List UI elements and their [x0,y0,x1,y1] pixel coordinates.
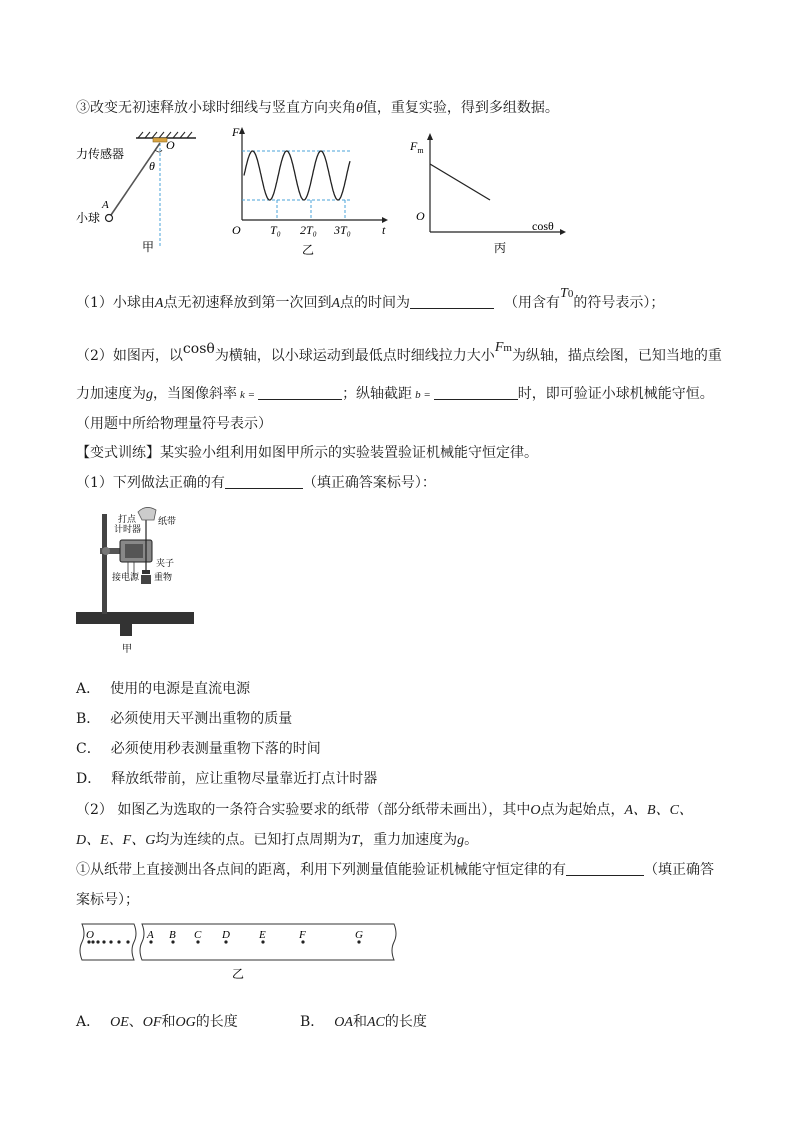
answer-blank[interactable] [566,861,644,876]
option-c[interactable] [76,739,321,759]
part2-text: 均为连续的点。已知打点周期为 [155,832,352,848]
ceiling-hatch [138,132,192,138]
t-symbol: T [351,833,360,848]
k-symbol: k = [240,389,256,401]
option-text: OG [175,1015,196,1030]
figure-jia-caption: 甲 [142,240,155,254]
variant-q1-text: （填正确答案标号）： [302,475,436,491]
option-b[interactable] [76,709,292,729]
figure-fm-cos [410,130,570,260]
q2-text: 时，即可验证小球机械能守恒。 [517,386,714,402]
point-a-label: A [102,199,109,211]
option-text: 、 [128,1014,143,1030]
q2-text: （2）如图丙，以 [76,348,183,364]
option-key: C． [76,741,101,757]
base-plate [76,612,194,624]
tape-dots-points [149,940,360,943]
base-foot [120,624,132,636]
x-axis-label: t [382,223,386,237]
clip-body [142,570,150,574]
y-axis-label: $F_m$ [410,139,424,155]
figure-apparatus [76,500,206,660]
figure-apparatus-caption: 甲 [122,644,132,655]
variant-q1-text: （1）下列做法正确的有 [76,475,225,491]
theta-symbol: θ [356,101,363,116]
option-a[interactable] [76,679,250,699]
q2-text: ；纵轴截距 [342,386,413,402]
figure-tape-caption: 乙 [232,967,245,981]
part2-line-4: 案标号）； [76,892,139,908]
part2-line-3 [76,860,714,880]
option-key: B． [76,711,101,727]
linear-line [430,164,490,200]
part2-text: （填正确答 [644,862,714,878]
part2-text: ①从纸带上直接测出各点间的距离，利用下列测量值能验证机械能守恒定律的有 [76,862,566,878]
q1-text: 点无初速释放到第一次回到 [163,295,332,311]
y-axis-arrow [239,127,245,134]
angle-theta-label: θ [149,159,155,173]
points-symbol: A、B、C、 [624,803,693,818]
part2-text: 。 [464,832,479,848]
question-2-line-2 [76,384,714,405]
clamp-knob [102,547,110,555]
t0-symbol: T0 [560,286,574,301]
tape-label-o: O [86,929,94,941]
b-symbol: b = [415,389,431,401]
sensor-label: 力传感器 [76,147,125,161]
fm-symbol: Fm [494,340,512,355]
tape-label-e: E [259,929,266,941]
q1-text: （1）小球由 [76,295,155,311]
tape-label-b: B [169,929,176,941]
point-o-label: O [166,138,175,152]
part2-text: （2） 如图乙为选取的一条符合实验要求的纸带（部分纸带未画出），其中 [76,802,531,818]
intro-text: ③改变无初速释放小球时细线与竖直方向夹角 [76,100,356,116]
power-label: 接电源 [112,572,140,582]
q2-text: ，当图像斜率 [153,386,237,402]
option-key: A． [76,1014,101,1030]
part2-text: 点为起始点， [540,802,625,818]
q2-text: 为纵轴，描点绘图，已知当地的重 [511,348,722,364]
option-text: AC [366,1015,385,1030]
timer-face [125,544,143,558]
answer-blank-k[interactable] [258,385,342,400]
option-text: OF [142,1015,162,1030]
cos-theta-symbol: cosθ [182,341,215,357]
option-text: 使用的电源是直流电源 [110,681,251,697]
force-sensor-block [153,138,167,142]
option-key: B． [300,1014,325,1030]
timer-label: 打点 [118,514,137,524]
ball-circle [106,215,113,222]
option-text: 和 [352,1014,367,1030]
tape-label-c: C [194,929,202,941]
hand-icon [138,507,156,520]
figure-bing-caption: 丙 [494,241,507,255]
tick-3t0-label: 3T₀ [334,223,351,237]
question-1 [76,286,665,314]
clip-label: 夹子 [156,558,175,568]
figure-yi-caption: 乙 [302,243,315,257]
intro-text-end: 值，重复实验，得到多组数据。 [362,100,559,116]
variant-q1 [76,473,436,493]
q2-text: 为横轴，以小球运动到最低点时细线拉力大小 [214,348,495,364]
figure-force-time [232,122,392,262]
weight-label: 重物 [154,572,173,582]
ball-label: 小球 [76,211,101,225]
option-text: 必须使用秒表测量重物下落的时间 [110,741,321,757]
y-axis-arrow [427,133,433,140]
g-symbol: g [146,387,153,402]
part2-text: ，重力加速度为 [359,832,458,848]
question-2-line-1 [76,340,722,367]
point-o-symbol: O [530,803,541,818]
option-text: 的长度 [384,1014,427,1030]
intro-line [76,98,559,119]
angle-arc [155,150,162,152]
tape-label-g: G [355,929,363,941]
origin-label: O [232,223,241,237]
tick-2t0-label: 2T₀ [300,223,317,237]
option-key: D． [76,771,102,787]
points-symbol: D、E、F、G [76,833,156,848]
figure-paper-tape [76,920,406,982]
option-text: 必须使用天平测出重物的质量 [110,711,293,727]
option-key: A． [76,681,101,697]
question-2-note: （用题中所给物理量符号表示） [76,416,272,432]
answer-blank[interactable] [410,294,494,309]
q1-point-a: A [331,296,341,311]
q1-text: 的符号表示）； [573,295,665,311]
q1-point-a: A [154,296,164,311]
variant-title: 【变式训练】某实验小组利用如图甲所示的实验装置验证机械能守恒定律。 [76,445,538,461]
tick-t0-label: T₀ [270,223,281,237]
option-d[interactable] [76,769,377,789]
q2-text: 力加速度为 [76,386,146,402]
force-wave-curve [244,151,350,200]
tape-label-f: F [299,929,306,941]
part2-line-1 [76,800,693,821]
option-text: 的长度 [195,1014,238,1030]
figure-pendulum [76,128,206,260]
answer-blank-b[interactable] [434,385,518,400]
q1-text: 点的时间为 [340,295,411,311]
final-option-a[interactable] [76,1012,238,1033]
y-axis-label: F [232,125,240,139]
option-text: 和 [161,1014,176,1030]
answer-blank[interactable] [225,474,303,489]
g-symbol: g [457,833,465,848]
part2-line-2 [76,830,478,851]
tape-label-a: A [147,929,154,941]
origin-label: O [416,209,425,223]
final-option-b[interactable] [300,1012,427,1033]
q1-text: （用含有 [504,295,561,311]
weight-block [141,575,151,584]
stand-rod [102,514,107,614]
tape-label: 纸带 [158,516,177,526]
timer-label: 计时器 [114,524,142,534]
tape-label-d: D [222,929,230,941]
option-text: OA [334,1015,353,1030]
x-axis-label: cosθ [532,219,554,233]
x-axis-arrow [560,229,566,235]
option-text: 释放纸带前，应让重物尽量靠近打点计时器 [111,771,378,787]
option-text: OE [110,1015,129,1030]
